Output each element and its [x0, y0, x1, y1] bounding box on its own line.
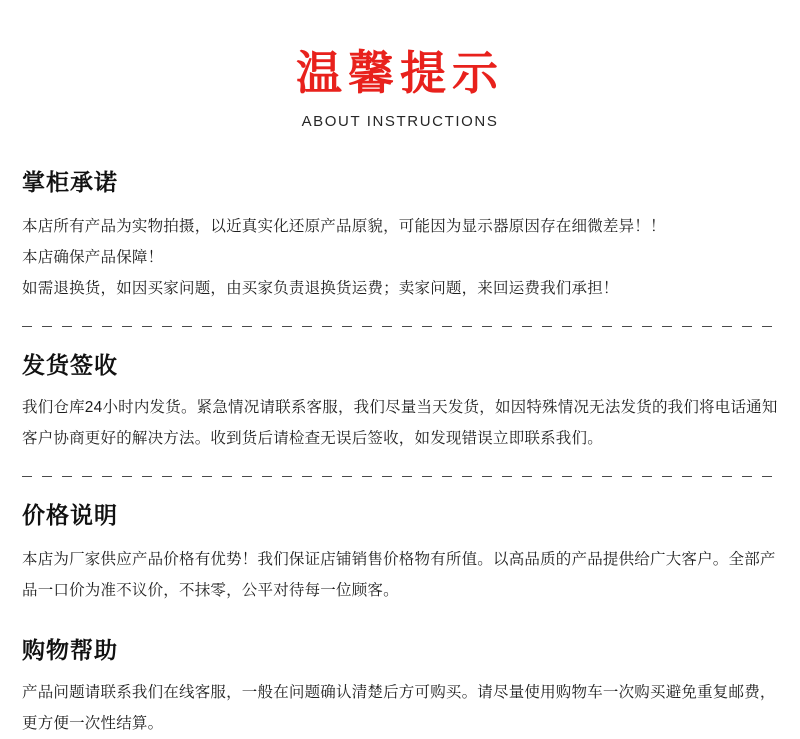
page-title: 温馨提示 [296, 46, 504, 100]
section-help-title: 购物帮助 [22, 637, 118, 664]
section-promise-line-3: 如需退换货，如因买家问题，由买家负责退换货运费；卖家问题，来回运费我们承担！ [22, 279, 619, 297]
divider-2 [22, 476, 778, 477]
section-help-body [22, 677, 778, 739]
section-shipping-line-1: 我们仓库24小时内发货。紧急情况请联系客服，我们尽量当天发货，如因特殊情况无法发货的我们将电话通知客户协商更好的解决方法。收到货后请检查无误后签收，如发现错误立即联系我们。 [22, 398, 778, 447]
content-area [0, 130, 800, 739]
section-shipping [22, 347, 778, 454]
section-promise-line-2: 本店确保产品保障！ [22, 248, 164, 266]
section-promise-body [22, 211, 778, 304]
page-header [0, 0, 800, 130]
section-help-line-1: 产品问题请联系我们在线客服，一般在问题确认清楚后方可购买。请尽量使用购物车一次购买避免重复邮费，更方便一次性结算。 [22, 683, 776, 732]
page-subtitle: ABOUT INSTRUCTIONS [301, 112, 499, 130]
section-promise-line-1: 本店所有产品为实物拍摄，以近真实化还原产品原貌，可能因为显示器原因存在细微差异！！ [22, 217, 666, 235]
section-shipping-title: 发货签收 [22, 352, 118, 379]
section-price-title: 价格说明 [22, 502, 118, 529]
section-help [22, 632, 778, 739]
section-price-line-1: 本店为厂家供应产品价格有优势！我们保证店铺销售价格物有所值。以高品质的产品提供给广大客户。全部产品一口价为准不议价，不抹零，公平对待每一位顾客。 [22, 550, 776, 599]
section-price [22, 497, 778, 606]
section-price-body [22, 544, 778, 606]
section-promise [22, 164, 778, 304]
divider-1 [22, 326, 778, 327]
section-shipping-body [22, 392, 778, 454]
section-promise-title: 掌柜承诺 [22, 169, 118, 196]
